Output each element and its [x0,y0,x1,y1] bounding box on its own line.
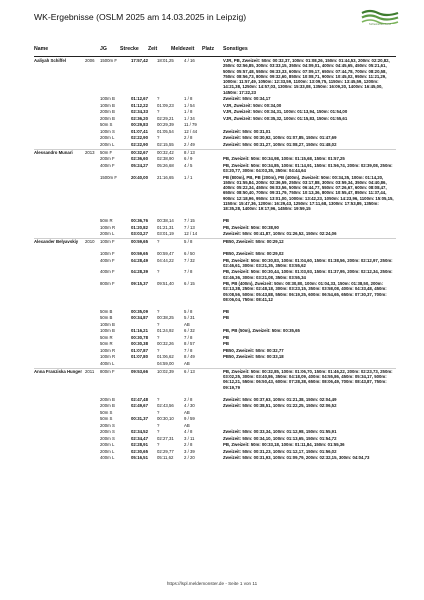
race-time: 02:47,48 [131,396,148,402]
event: 400m L [100,360,115,366]
placement: 3 / 11 [184,435,195,441]
race-time: 02:36,60 [131,156,148,162]
split-details: Zweizeit: 50m: 00:30,92, 100m: 01:07,85, 150m: 01:47,69 [223,135,337,141]
placement: 7 / 8 [184,347,193,353]
athlete-name: Aaliyah Schiffel [34,58,66,63]
placement: 2 / 8 [184,135,193,141]
event: 400m F [100,162,115,168]
placement: 1 / 1 [184,174,193,180]
placement: 6 / 15 [184,281,195,287]
entry-time: 01:09,23 [157,102,174,108]
header-zeit: Zeit [148,46,158,52]
placement: 7 / 15 [184,218,195,224]
entry-time: 02:15,55 [157,141,174,147]
birth-year: 2010 [85,239,95,245]
placement: 4 / 16 [184,58,195,63]
event: 200m S [100,429,115,434]
split-details: PB, Zweizeit: 50m: 00:34,98, 100m: 01:15,68, 150m: 01:57,25 [223,156,345,162]
event: 100m B [100,102,115,108]
race-time: 00:30,38 [131,341,148,347]
split-details: VJR, Zweizeit: 50m: 00:35,32, 100m: 01:15,83, 150m: 01:55,61 [223,115,348,121]
race-time: 02:36,20 [131,115,148,121]
event: 200m B [100,115,115,121]
split-details: PB [223,308,229,314]
split-details: PB [223,334,229,340]
race-time: 05:24,27 [131,162,148,168]
entry-time: 00:29,39 [157,122,174,128]
split-details: PB50, Zweizeit: 50m: 00:32,77 [223,347,284,353]
entry-time: 00:32,42 [157,149,174,155]
split-details: PB [223,341,229,347]
placement: 5 / 31 [184,315,195,321]
placement: 8 / 13 [184,149,195,155]
header-jg: JG [100,46,107,52]
entry-time: 01:21,31 [157,224,174,230]
entry-time: 00:32,26 [157,341,174,347]
event: 50m S [100,416,113,421]
race-time: 00:59,65 [131,251,148,256]
split-details: PB, Zweizeit: 50m: 00:32,85, 100m: 01:06,70, 150m: 01:46,22, 200m: 02:23,73, 250m: 03:02,25, 300m: 03:40,86, 350m: 04:18,09, 400m: 04:55,86, 450m: 05:34,17, 500m: 06:12,21, 550m: 06:50,43, 600m: 07:28,38, 650m: 08:06,49, 700m: 08:43,87, 750m: 09:19,79 [223,368,393,390]
entry-time: 05:26,68 [157,162,174,168]
entry-time: ? [157,396,160,402]
race-time: 04:28,39 [131,269,148,275]
event: 50m S [100,122,113,128]
split-details: PB, Zweizeit: 50m: 00:38,90 [223,224,279,230]
entry-time: 00:38,14 [157,218,174,224]
race-time: 00:32,67 [131,149,148,155]
placement: 5 / 8 [184,308,193,314]
wave-logo-icon [360,9,400,24]
placement: 7 / 13 [184,224,195,230]
placement: 3 / 39 [184,448,195,454]
placement: 12 / 14 [184,231,198,237]
placement: 9 / 59 [184,416,195,421]
event: 200m F [100,156,115,162]
entry-time: ? [157,347,160,353]
event: 50m B [100,308,113,314]
placement: 6 / 9 [184,156,193,162]
header-sonstiges: Sonstiges [223,46,248,52]
race-time: 01:07,41 [131,128,148,134]
entry-time: 00:38,25 [157,315,174,321]
placement: 1 / 34 [184,115,195,121]
split-details: Zweizeit: 50m: 00:31,27, 100m: 01:08,27, 150m: 01:48,02 [223,141,337,147]
placement: 7 / 8 [184,269,193,275]
entry-time: ? [157,442,160,447]
entry-time: ? [157,422,160,428]
split-details: PB, PB (50m), Zweizeit: 50m: 00:35,65 [223,328,300,334]
event: 100m B [100,321,115,327]
athlete-name: Anna Franziska Hunger [34,368,82,374]
race-time: 02:30,65 [131,448,148,454]
placement: 7 / 8 [184,334,193,340]
entry-time: ? [157,239,160,245]
event: 200m B [100,403,115,408]
entry-time: 09:51,40 [157,281,174,287]
placement: 6 / 32 [184,328,195,334]
split-details: PB50, Zweizeit: 50m: 00:29,02 [223,251,284,256]
entry-time: 02:43,56 [157,403,174,408]
entry-time: 04:44,22 [157,257,174,263]
split-details: Zweizeit: 50m: 00:31,01 [223,128,271,134]
placement: 1 / 54 [184,102,195,108]
header-strecke: Strecke [120,46,139,52]
event: 100m F [100,251,115,256]
race-time: 02:49,67 [131,403,148,408]
header-underline [34,56,396,57]
placement: 1 / 8 [184,96,193,102]
entry-time: 00:59,47 [157,251,174,256]
split-details: Zweizeit: 50m: 00:34,17 [223,96,271,102]
race-time: 09:15,37 [131,281,148,287]
entry-time: ? [157,334,160,340]
event: 100m R [100,224,116,230]
entry-time: 02:38,90 [157,156,174,162]
split-details: PB, Zweizeit: 50m: 00:33,18, 100m: 01:11,84, 150m: 01:55,36 [223,442,345,447]
event: 400m L [100,455,115,460]
event: 200m L [100,231,115,237]
event: 50m S [100,409,113,415]
entry-time: ? [157,96,160,102]
entry-time: 03:01,19 [157,231,174,237]
event: 200m L [100,448,115,454]
entry-time: ? [157,321,160,327]
race-time: 03:03,27 [131,231,148,237]
entry-time: ? [157,409,160,415]
athlete-name: Alexander Belyavskiy [34,239,79,245]
split-details: PB, PB (400m), Zweizeit: 50m: 00:30,80, 100m: 01:04,33, 150m: 01:38,50, 200m: 02:13,38, 250m: 02:48,18, 300m: 03:23,15, 350m: 03:58,08, 400m: 04:33,48, 450m: 05:08,56, 500m: 05:43,88, 550m: 06:19,25, 600m: 06:54,65, 650m: 07:30,37, 700m: 08:06,04, 750m: 08:41,12 [223,281,387,302]
split-details: Zweizeit: 50m: 00:41,87, 100m: 01:26,52, 150m: 02:24,06 [223,231,337,237]
entry-time: ? [157,109,160,115]
event: 50m R [100,341,113,347]
birth-year: 2011 [85,368,95,374]
entry-time: 01:24,92 [157,328,174,334]
placement: 2 / 8 [184,396,193,402]
entry-time: 18:01,25 [157,58,174,63]
placement: 6 / 50 [184,251,195,256]
placement: 11 / 79 [184,122,197,128]
entry-time: 05:11,62 [157,455,174,460]
entry-time: 02:29,21 [157,115,174,121]
event: 200m S [100,435,115,441]
birth-year: 2013 [85,149,95,155]
entry-time: ? [157,308,160,314]
event: 50m R [100,334,113,340]
page-footer: https://lspl.meldemonster.de - Seite 1 von 11 [166,581,258,586]
placement: 4 / 8 [184,429,193,434]
placement: 1 / 8 [184,109,193,115]
placement: AB [184,321,190,327]
event: 50m R [100,218,113,224]
race-time: 05:16,51 [131,455,148,460]
placement: 5 / 8 [184,239,193,245]
event: 100m B [100,96,115,102]
birth-year: 2006 [85,58,95,63]
race-time: 02:34,52 [131,429,148,434]
table-header [34,46,396,55]
entry-time: 10:02,39 [157,368,174,374]
placement: 4 / 30 [184,403,195,408]
event: 800m F [100,368,115,374]
swim-federation-logo [360,9,400,29]
placement: 2 / 8 [184,442,193,447]
race-time: 02:22,90 [131,135,148,141]
race-time: 09:53,66 [131,368,148,374]
placement: AB [184,422,190,428]
entry-time: ? [157,135,160,141]
event: 100m F [100,239,115,245]
split-details: PB50, Zweizeit: 50m: 00:33,18 [223,354,284,360]
page-title: WK-Ergebnisse (OSLM 2025 am 14.03.2025 in Leipzig) [34,12,247,22]
race-time: 02:22,90 [131,141,148,147]
event: 200m B [100,396,115,402]
placement: 2 / 20 [184,455,195,460]
event: 400m F [100,257,115,263]
event: 50m B [100,315,113,321]
entry-time: 01:05,54 [157,128,174,134]
split-details: PB [223,315,229,321]
split-details: PB, Zweizeit: 50m: 00:30,44, 100m: 01:03,93, 150m: 01:37,95, 200m: 02:12,34, 250m: 02:46,36, 300m: 03:21,08, 350m: 03:55,34 [223,269,393,280]
split-details: VJR, Zweizeit: 50m: 00:34,00 [223,102,282,108]
placement: AB [184,360,190,366]
entry-time: 04:59,00 [157,360,174,366]
race-time: 00:34,87 [131,315,148,321]
entry-time: ? [157,269,160,275]
split-details: PB (800m), PB, PB (200m), PB (400m), Zweizeit: 50m: 00:34,35, 100m: 01:14,20, 150m: 01:55,84, 200m: 02:36,59, 250m: 03:17,88, 300m: 03:59,34, 350m: 04:40,86, 400m: 05:22,34, 450m: 06:03,56, 500m: 06:44,77, 550m: 07:26,67, 600m: 08:08,47, 650m: 08:50,40, 700m: 09:31,79, 750m: 10:13,36, 800m: 10:55,47, 850m: 11:37,44, 900m: 12:18,96, 950m: 13:01,00, 1000m: 13:42,23, 1050m: 14:23,96, 1100m: 15:05,15, 1150m: 15:47,36, 1200m: 16:29,43, 1250m: 17:11,68, 1300m: 17:53,89, 1350m: 18:35,28, 1400m: 19:17,96, 1450m: 19:59,15 [223,174,394,212]
entry-time: 21:16,65 [157,174,174,180]
event: 100m R [100,354,116,360]
race-time: 00:30,78 [131,334,148,340]
placement: 2 / 49 [184,141,195,147]
athlete-name: Alessandro Munari [34,149,73,155]
split-details: PB, Zweizeit: 50m: 00:34,85, 100m: 01:14,91, 150m: 01:56,74, 200m: 02:39,08, 250m: 03:20,77, 300m: 04:03,35, 350m: 04:44,64 [223,162,393,174]
split-details: Zweizeit: 50m: 00:31,93, 100m: 01:09,79, 200m: 02:32,15, 300m: 04:04,73 [223,455,370,460]
event: 400m F [100,269,115,275]
race-time: 02:28,91 [131,442,148,447]
placement: 4 / 5 [184,162,193,168]
split-details: PB50, Zweizeit: 50m: 00:29,12 [223,239,284,245]
header-platz: Platz [202,46,215,52]
race-time: 01:12,67 [131,96,148,102]
placement: AB [184,409,190,415]
event: 200m L [100,135,115,141]
header-meldezeit: Meldezeit [171,46,195,52]
event: 100m B [100,328,115,334]
event: 100m S [100,128,115,134]
split-details: PB, Zweizeit: 50m: 00:30,83, 100m: 01:04,60, 150m: 01:38,56, 200m: 02:12,97, 250m: 02:46,61, 300m: 03:21,35, 350m: 03:55,62 [223,257,393,268]
race-time: 00:36,76 [131,218,148,224]
race-time: 00:29,83 [131,122,148,128]
placement: 7 / 32 [184,257,195,263]
race-time: 02:34,47 [131,435,148,441]
split-details: Zweizeit: 50m: 00:33,34, 100m: 01:12,98, 150m: 01:55,91 [223,429,337,434]
entry-time: 01:06,62 [157,354,174,360]
race-time: 01:20,82 [131,224,148,230]
split-details: Zweizeit: 50m: 00:38,51, 100m: 01:22,25, 150m: 02:06,52 [223,403,337,408]
event: 200m L [100,442,115,447]
event: 800m F [100,281,115,287]
event: 200m B [100,109,115,115]
header-name: Name [34,46,49,52]
race-time: 01:16,21 [131,328,148,334]
race-time: 00:59,65 [131,239,148,245]
split-details: Zweizeit: 50m: 00:34,10, 100m: 01:13,65, 150m: 01:54,72 [223,435,337,441]
race-time: 01:07,87 [131,347,148,353]
logo-text: Schwimmverband [368,23,391,26]
race-time: 02:34,33 [131,109,148,115]
split-details: Zweizeit: 50m: 00:31,23, 100m: 01:12,17, 150m: 01:56,02 [223,448,337,454]
placement: 6 / 13 [184,368,195,374]
entry-time: ? [157,429,160,434]
split-details: VJR, PB, Zweizeit: 50m: 00:32,37, 100m: 01:08,26, 150m: 01:44,53, 200m: 02:20,82, 250m: 02:56,85, 300m: 03:33,15, 350m: 04:09,01, 400m: 04:45,65, 450m: 05:21,61, 500m: 05:57,48, 550m: 06:33,33, 600m: 07:09,17, 650m: 07:44,78, 700m: 08:20,58, 750m: 08:56,73, 800m: 09:32,60, 850m: 10:08,71, 900m: 10:45,02, 950m: 11:21,29, 1000m: 11:57,49, 1050m: 12:33,59, 1100m: 13:09,75, 1150m: 13:45,59, 1200m: 14:21,38, 1250m: 14:57,03, 1300m: 15:33,08, 1350m: 16:09,20, 1400m: 16:45,00, 1450m: 17:22,23 [223,58,390,95]
race-time: 20:40,00 [131,174,148,180]
entry-time: 02:27,31 [157,435,174,441]
entry-time: 00:30,10 [157,416,174,421]
event: 1500m F [100,58,117,63]
placement: 12 / 44 [184,128,198,134]
race-time: 17:57,42 [131,58,148,63]
event: 200m L [100,141,115,147]
race-time: 00:35,09 [131,308,148,314]
event: 50m F [100,149,113,155]
placement: 8 / 49 [184,354,195,360]
event: 200m S [100,422,115,428]
race-time: 01:12,22 [131,102,148,108]
placement: 8 / 57 [184,341,195,347]
entry-time: 02:29,77 [157,448,174,454]
split-details: Zweizeit: 50m: 00:37,63, 100m: 01:21,38, 150m: 02:04,49 [223,396,337,402]
event: 1500m F [100,174,117,180]
race-time: 01:07,80 [131,354,148,360]
race-time: 00:31,37 [131,416,148,421]
event: 100m R [100,347,116,353]
split-details: PB [223,218,229,224]
split-details: VJR, Zweizeit: 50m: 00:34,31, 100m: 01:13,94, 150m: 01:54,00 [223,109,348,115]
race-time: 04:28,49 [131,257,148,263]
